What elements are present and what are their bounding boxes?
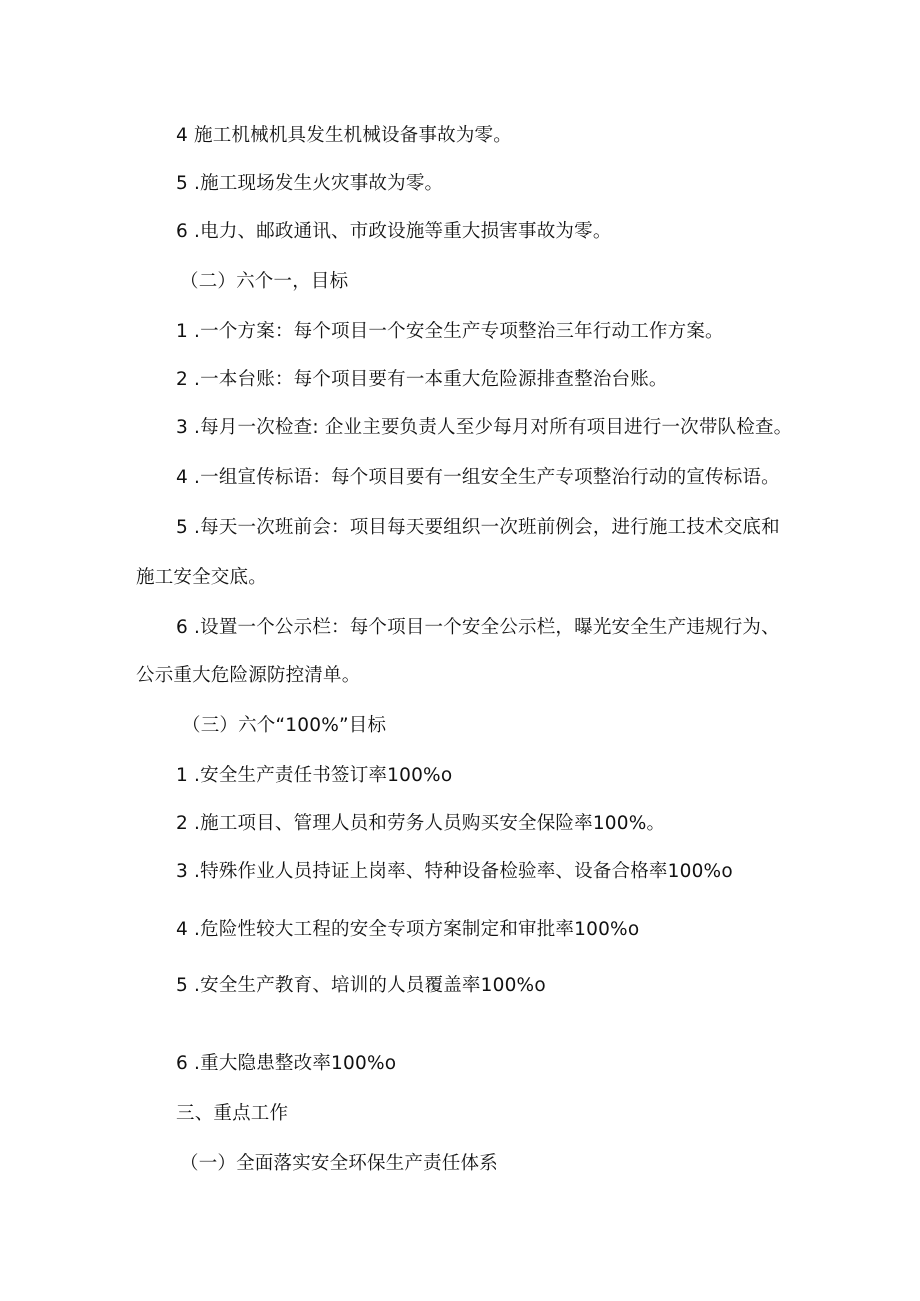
section-heading-key-work: 三、重点工作 xyxy=(176,1103,289,1124)
text-line-notice-board-cont: 公示重大危险源防控清单。 xyxy=(136,665,361,686)
subsection-heading-responsibility-system: （一）全面落实安全环保生产责任体系 xyxy=(180,1153,498,1174)
text-line-responsibility-rate: 1 .安全生产责任书签订率100%o xyxy=(176,765,453,786)
text-line-insurance-rate: 2 .施工项目、管理人员和劳务人员购买安全保险率100%。 xyxy=(176,813,666,834)
text-line-item-6-facilities: 6 .电力、邮政通讯、市政设施等重大损害事故为零。 xyxy=(176,221,612,242)
text-line-item-5-fire: 5 .施工现场发生火灾事故为零。 xyxy=(176,173,444,194)
text-line-notice-board: 6 .设置一个公示栏：每个项目一个安全公示栏，曝光安全生产违规行为、 xyxy=(176,617,780,638)
section-heading-six-100: （三）六个“100%”目标 xyxy=(182,715,387,736)
text-line-training-rate: 5 .安全生产教育、培训的人员覆盖率100%o xyxy=(176,975,546,996)
text-line-monthly-check: 3 .每月一次检查: 企业主要负责人至少每月对所有项目进行一次带队检查。 xyxy=(176,417,793,438)
text-line-daily-meeting-cont: 施工安全交底。 xyxy=(136,567,267,588)
text-line-hazard-rectification-rate: 6 .重大隐患整改率100%o xyxy=(176,1053,397,1074)
text-line-one-plan: 1 .一个方案：每个项目一个安全生产专项整治三年行动工作方案。 xyxy=(176,321,724,342)
section-heading-six-ones: （二）六个一，目标 xyxy=(180,271,349,292)
text-line-item-4-machinery: 4 施工机械机具发生机械设备事故为零。 xyxy=(176,125,512,146)
text-line-special-plan-rate: 4 .危险性较大工程的安全专项方案制定和审批率100%o xyxy=(176,919,640,940)
text-line-daily-meeting: 5 .每天一次班前会：项目每天要组织一次班前例会，进行施工技术交底和 xyxy=(176,517,780,538)
text-line-one-ledger: 2 .一本台账：每个项目要有一本重大危险源排查整治台账。 xyxy=(176,369,668,390)
text-line-slogans: 4 .一组宣传标语：每个项目要有一组安全生产专项整治行动的宣传标语。 xyxy=(176,467,780,488)
text-line-certification-rate: 3 .特殊作业人员持证上岗率、特种设备检验率、设备合格率100%o xyxy=(176,861,733,882)
